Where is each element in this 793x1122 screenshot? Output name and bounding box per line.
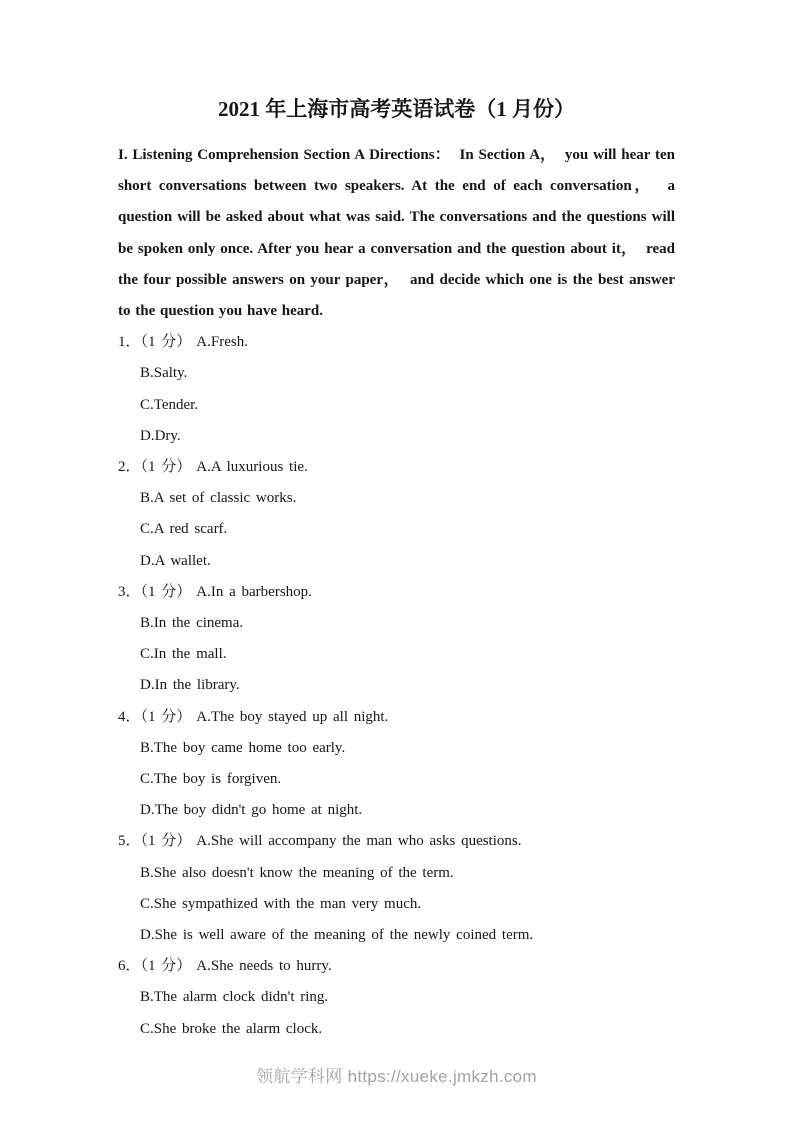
question-points: （1 分） [140,583,192,600]
option-c: C.A red scarf. [140,521,228,538]
question-number: 3． [118,583,141,600]
option-b: B.The alarm clock didn't ring. [140,989,329,1006]
question-number: 2． [118,459,141,476]
option-a: A.In a barbershop. [196,583,312,600]
option-c: C.In the mall. [140,646,227,663]
option-b: B.Salty. [140,365,188,382]
option-d: D.The boy didn't go home at night. [140,802,363,819]
question-line [118,826,675,857]
option-a: A.Fresh. [196,334,248,351]
option-a: A.She will accompany the man who asks questions. [196,833,522,850]
option-c: C.She broke the alarm clock. [140,1020,323,1037]
question-number: 4． [118,708,141,725]
question-item-5 [118,826,675,951]
option-a: A.The boy stayed up all night. [196,708,389,725]
question-line [118,327,675,358]
option-a: A.A luxurious tie. [196,459,308,476]
option-d: D.Dry. [140,427,181,444]
option-a: A.She needs to hurry. [196,958,332,975]
question-line [118,702,675,733]
option-d: D.She is well aware of the meaning of the newly coined term. [140,927,534,944]
option-b: B.A set of classic works. [140,490,297,507]
question-number: 1． [118,334,141,351]
watermark-text: 领航学科网 https://xueke.jmkzh.com [256,1067,537,1086]
question-points: （1 分） [140,334,192,351]
question-number: 5． [118,833,141,850]
option-c: C.Tender. [140,396,199,413]
option-b: B.The boy came home too early. [140,739,346,756]
option-b: B.In the cinema. [140,615,244,632]
question-item-2 [118,452,675,577]
question-item-1 [118,327,675,452]
question-number: 6． [118,958,141,975]
question-item-4 [118,702,675,827]
question-item-6 [118,951,675,1045]
page-content [118,0,680,1045]
page-title: 2021 年上海市高考英语试卷（1 月份） [218,97,575,121]
watermark-footer [0,1062,793,1087]
question-points: （1 分） [140,459,192,476]
listening-directions-paragraph: I. Listening Comprehension Section A Directions： In Section A， you will hear ten short conversations between two speakers. At the end of each conversation， a question will be asked about what was said. The conversations and the questions will be spoken only once. After you hear a conversation and the question about it， read the four possible answers on your paper， and decide which one is the best answer to the question you have heard. [118,147,680,320]
question-line [118,951,675,982]
question-points: （1 分） [140,708,192,725]
option-d: D.In the library. [140,677,240,694]
question-points: （1 分） [140,833,192,850]
question-line [118,577,675,608]
option-c: C.She sympathized with the man very much. [140,895,422,912]
question-item-3 [118,577,675,702]
option-b: B.She also doesn't know the meaning of the term. [140,864,454,881]
option-d: D.A wallet. [140,552,211,569]
question-line [118,452,675,483]
question-points: （1 分） [140,958,192,975]
option-c: C.The boy is forgiven. [140,771,282,788]
question-list [118,327,675,1045]
